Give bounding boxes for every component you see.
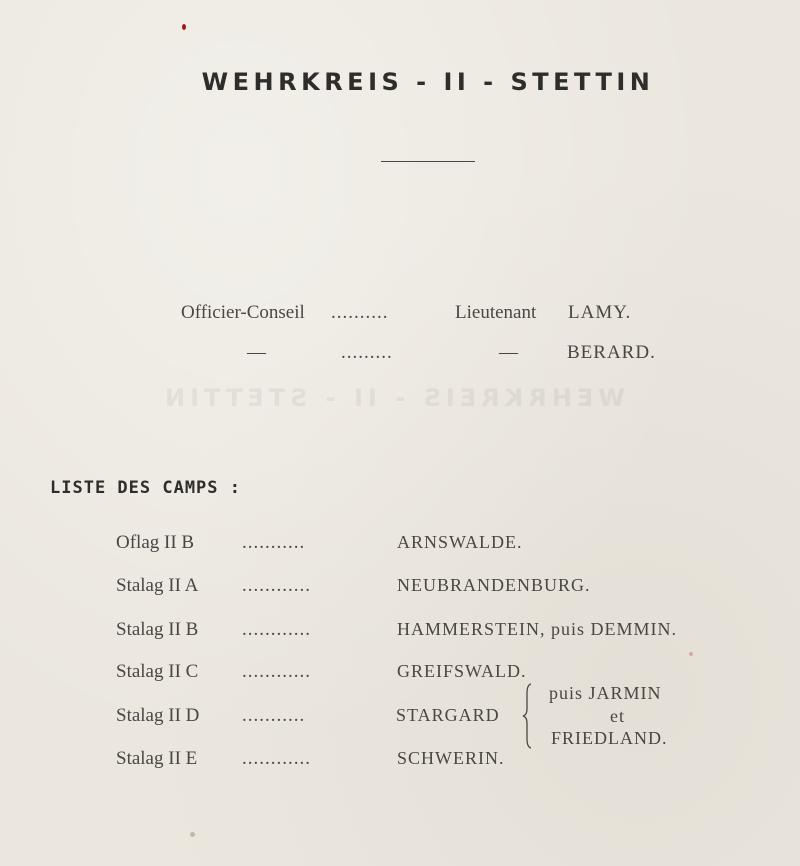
camp-location: STARGARD	[396, 705, 500, 725]
curly-brace	[522, 683, 536, 749]
camp-leader-dots: ............	[242, 748, 311, 769]
officer-role: Officier-Conseil	[181, 302, 305, 323]
camp-location: NEUBRANDENBURG.	[397, 575, 591, 595]
camp-location: GREIFSWALD.	[397, 661, 527, 681]
camp-location: ARNSWALDE.	[397, 532, 523, 552]
stargard-note-line: et	[610, 706, 625, 726]
camp-leader-dots: ............	[242, 661, 311, 682]
officer-rank: —	[499, 342, 518, 363]
camps-heading: LISTE DES CAMPS :	[50, 478, 241, 498]
stargard-note-line: FRIEDLAND.	[551, 728, 668, 748]
ink-speck	[182, 24, 186, 30]
officer-dots: ..........	[331, 302, 389, 323]
camp-label: Oflag II B	[116, 532, 195, 553]
camp-label: Stalag II D	[116, 705, 200, 726]
camp-label: Stalag II E	[116, 748, 198, 769]
officer-dots: .........	[341, 342, 393, 363]
officer-role: —	[247, 342, 266, 363]
stargard-note-line: puis JARMIN	[549, 683, 662, 703]
camp-leader-dots: ...........	[242, 705, 306, 726]
title-underline	[381, 161, 475, 162]
ink-speck	[190, 832, 195, 837]
officer-rank: Lieutenant	[455, 302, 537, 323]
camp-leader-dots: ............	[242, 575, 311, 596]
camp-label: Stalag II A	[116, 575, 199, 596]
camp-location: HAMMERSTEIN, puis DEMMIN.	[397, 619, 678, 639]
ink-speck	[689, 652, 693, 656]
camp-location: SCHWERIN.	[397, 748, 505, 768]
camp-label: Stalag II B	[116, 619, 199, 640]
page-title: WEHRKREIS - II - STETTIN	[201, 68, 655, 96]
camp-leader-dots: ............	[242, 619, 311, 640]
officer-name: BERARD.	[567, 342, 656, 363]
bleed-through-text: WEHRKREIS - II - STETTIN	[160, 384, 625, 412]
camp-label: Stalag II C	[116, 661, 199, 682]
officer-name: LAMY.	[568, 302, 632, 323]
camp-leader-dots: ...........	[242, 532, 306, 553]
